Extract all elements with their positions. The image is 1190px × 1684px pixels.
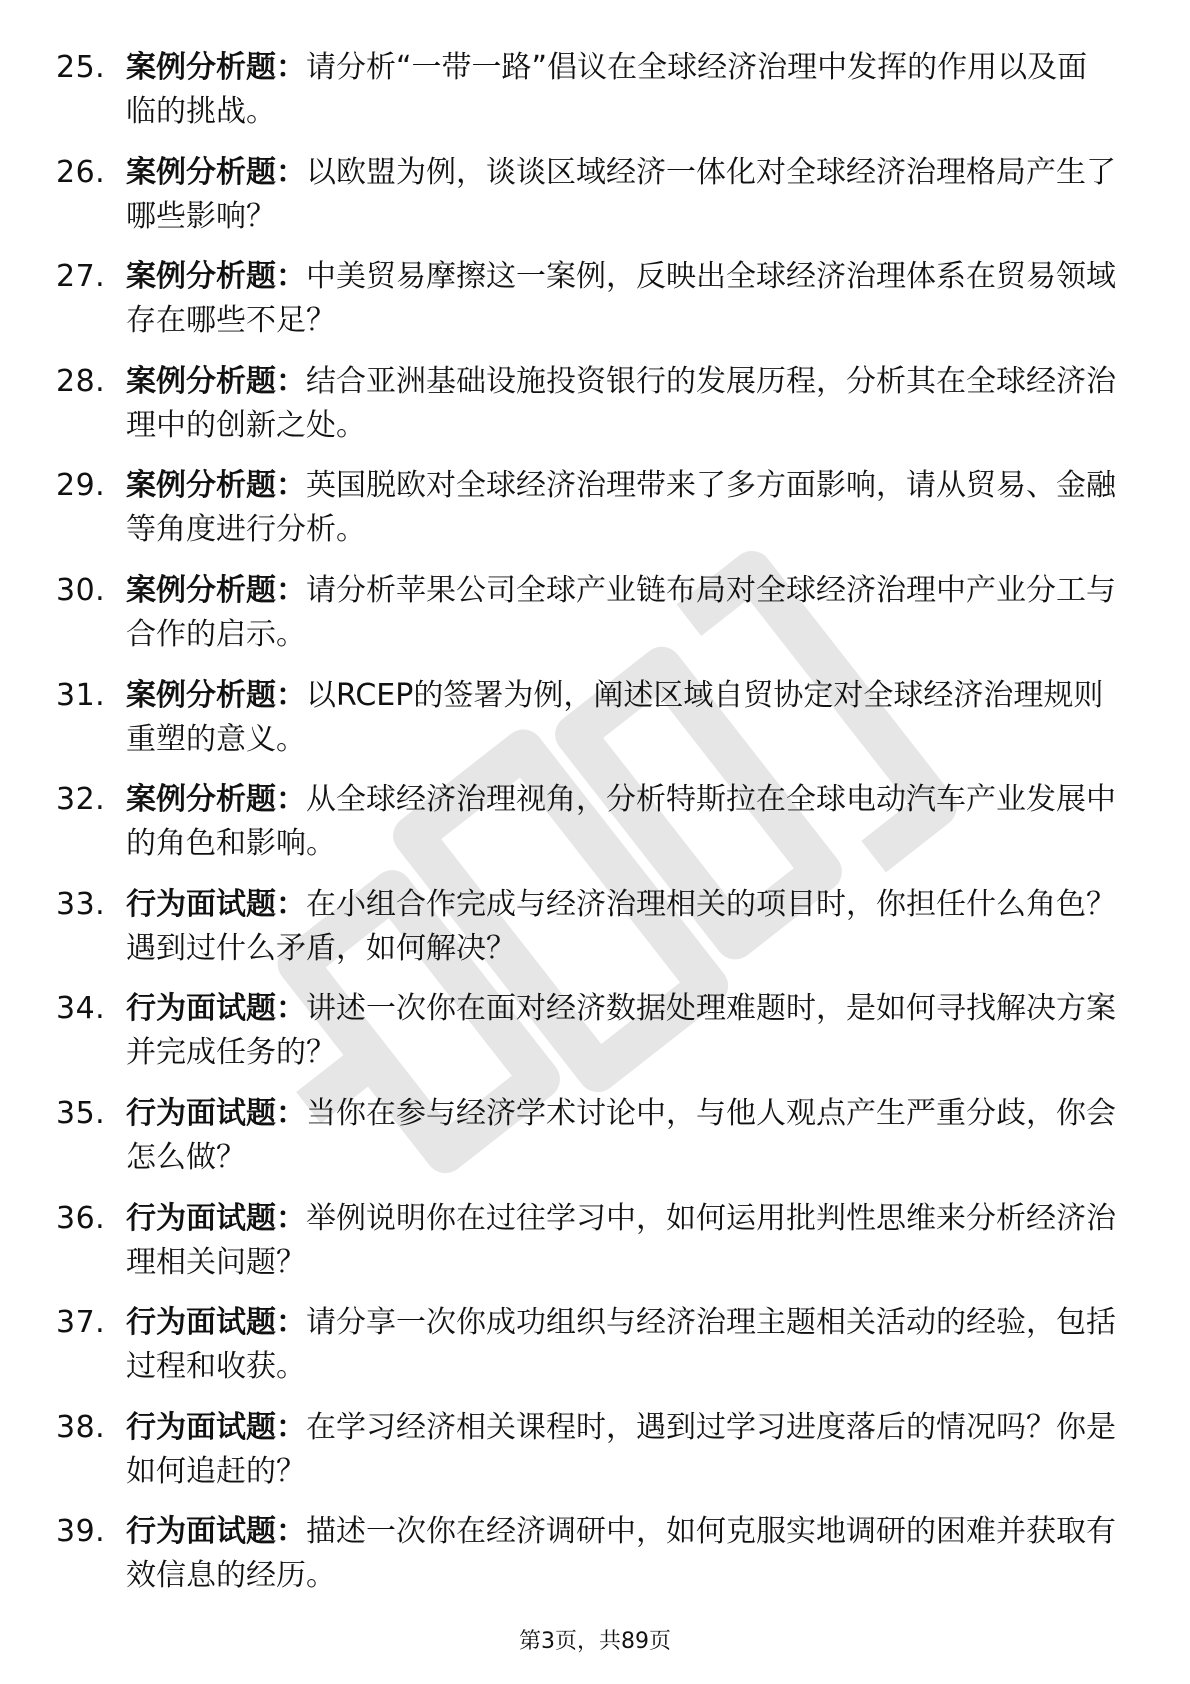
question-text: [126, 255, 1116, 343]
question-body: 结合亚洲基础设施投资银行的发展历程，分析其在全球经济治理中的创新之处。: [126, 363, 1116, 443]
question-type-label: 案例分析题：: [126, 50, 306, 85]
question-number: 33.: [56, 886, 106, 922]
question-type-label: 案例分析题：: [126, 572, 306, 608]
question-type-label: 行为面试题：: [126, 886, 306, 922]
page-footer: 第3页，共89页: [519, 1629, 671, 1654]
question-text: [126, 46, 1116, 134]
question-type-label: 行为面试题：: [126, 1409, 306, 1445]
question-number: 36.: [56, 1200, 106, 1236]
question-body: 请分析苹果公司全球产业链布局对全球经济治理中产业分工与合作的启示。: [126, 572, 1116, 652]
question-number: 34.: [56, 991, 106, 1027]
question-body: 以RCEP的签署为例，阐述区域自贸协定对全球经济治理规则重塑的意义。: [126, 677, 1104, 757]
list-item: [56, 151, 1116, 239]
question-number: 26.: [56, 154, 106, 190]
list-item: [56, 360, 1116, 448]
list-item: [56, 1301, 1116, 1389]
question-type-label: 行为面试题：: [126, 1305, 306, 1341]
question-type-label: 案例分析题：: [126, 677, 306, 713]
question-type-label: 行为面试题：: [126, 1514, 306, 1550]
question-number: 32.: [56, 782, 106, 818]
question-list: [56, 46, 1116, 1615]
question-body: 描述一次你在经济调研中，如何克服实地调研的困难并获取有效信息的经历。: [126, 1514, 1116, 1594]
question-number: 31.: [56, 677, 106, 713]
list-item: [56, 674, 1116, 762]
question-type-label: 案例分析题：: [126, 363, 306, 399]
question-text: [126, 1406, 1116, 1494]
list-item: [56, 987, 1116, 1075]
question-body: 讲述一次你在面对经济数据处理难题时，是如何寻找解决方案并完成任务的？: [126, 991, 1116, 1071]
question-number: 38.: [56, 1409, 106, 1445]
list-item: [56, 883, 1116, 971]
question-type-label: 案例分析题：: [126, 468, 306, 504]
question-text: [126, 987, 1116, 1075]
list-item: [56, 1510, 1116, 1598]
list-item: [56, 1197, 1116, 1285]
question-type-label: 案例分析题：: [126, 259, 306, 295]
list-item: [56, 1092, 1116, 1180]
question-number: 39.: [56, 1514, 106, 1550]
list-item: [56, 46, 1116, 134]
question-type-label: 行为面试题：: [126, 991, 306, 1027]
question-type-label: 行为面试题：: [126, 1095, 306, 1131]
question-body: 请分享一次你成功组织与经济治理主题相关活动的经验，包括过程和收获。: [126, 1305, 1116, 1385]
question-text: [126, 464, 1116, 552]
question-body: 英国脱欧对全球经济治理带来了多方面影响，请从贸易、金融等角度进行分析。: [126, 468, 1116, 548]
question-body: 中美贸易摩擦这一案例，反映出全球经济治理体系在贸易领域存在哪些不足？: [126, 259, 1116, 339]
question-text: [126, 569, 1116, 657]
question-body: 在学习经济相关课程时，遇到过学习进度落后的情况吗？你是如何追赶的？: [126, 1409, 1116, 1489]
question-type-label: 行为面试题：: [126, 1200, 306, 1236]
question-number: 27.: [56, 259, 106, 295]
list-item: [56, 1406, 1116, 1494]
question-number: 25.: [56, 50, 106, 85]
question-text: [126, 778, 1116, 866]
question-body: 在小组合作完成与经济治理相关的项目时，你担任什么角色？遇到过什么矛盾，如何解决？: [126, 886, 1116, 966]
list-item: [56, 778, 1116, 866]
list-item: [56, 255, 1116, 343]
list-item: [56, 569, 1116, 657]
question-body: 举例说明你在过往学习中，如何运用批判性思维来分析经济治理相关问题？: [126, 1200, 1116, 1280]
question-text: [126, 1510, 1116, 1598]
question-text: [126, 1197, 1116, 1285]
question-text: [126, 674, 1116, 762]
question-number: 28.: [56, 363, 106, 399]
question-body: 请分析“一带一路”倡议在全球经济治理中发挥的作用以及面临的挑战。: [126, 50, 1088, 129]
question-text: [126, 1301, 1116, 1389]
question-body: 从全球经济治理视角，分析特斯拉在全球电动汽车产业发展中的角色和影响。: [126, 782, 1116, 862]
question-type-label: 案例分析题：: [126, 782, 306, 818]
list-item: [56, 464, 1116, 552]
question-text: [126, 360, 1116, 448]
question-number: 30.: [56, 572, 106, 608]
question-body: 当你在参与经济学术讨论中，与他人观点产生严重分歧，你会怎么做？: [126, 1095, 1116, 1175]
question-text: [126, 1092, 1116, 1180]
question-number: 37.: [56, 1305, 106, 1341]
question-number: 29.: [56, 468, 106, 504]
question-text: [126, 151, 1116, 239]
question-type-label: 案例分析题：: [126, 154, 306, 190]
question-number: 35.: [56, 1095, 106, 1131]
question-body: 以欧盟为例，谈谈区域经济一体化对全球经济治理格局产生了哪些影响？: [126, 154, 1116, 234]
question-text: [126, 883, 1116, 971]
